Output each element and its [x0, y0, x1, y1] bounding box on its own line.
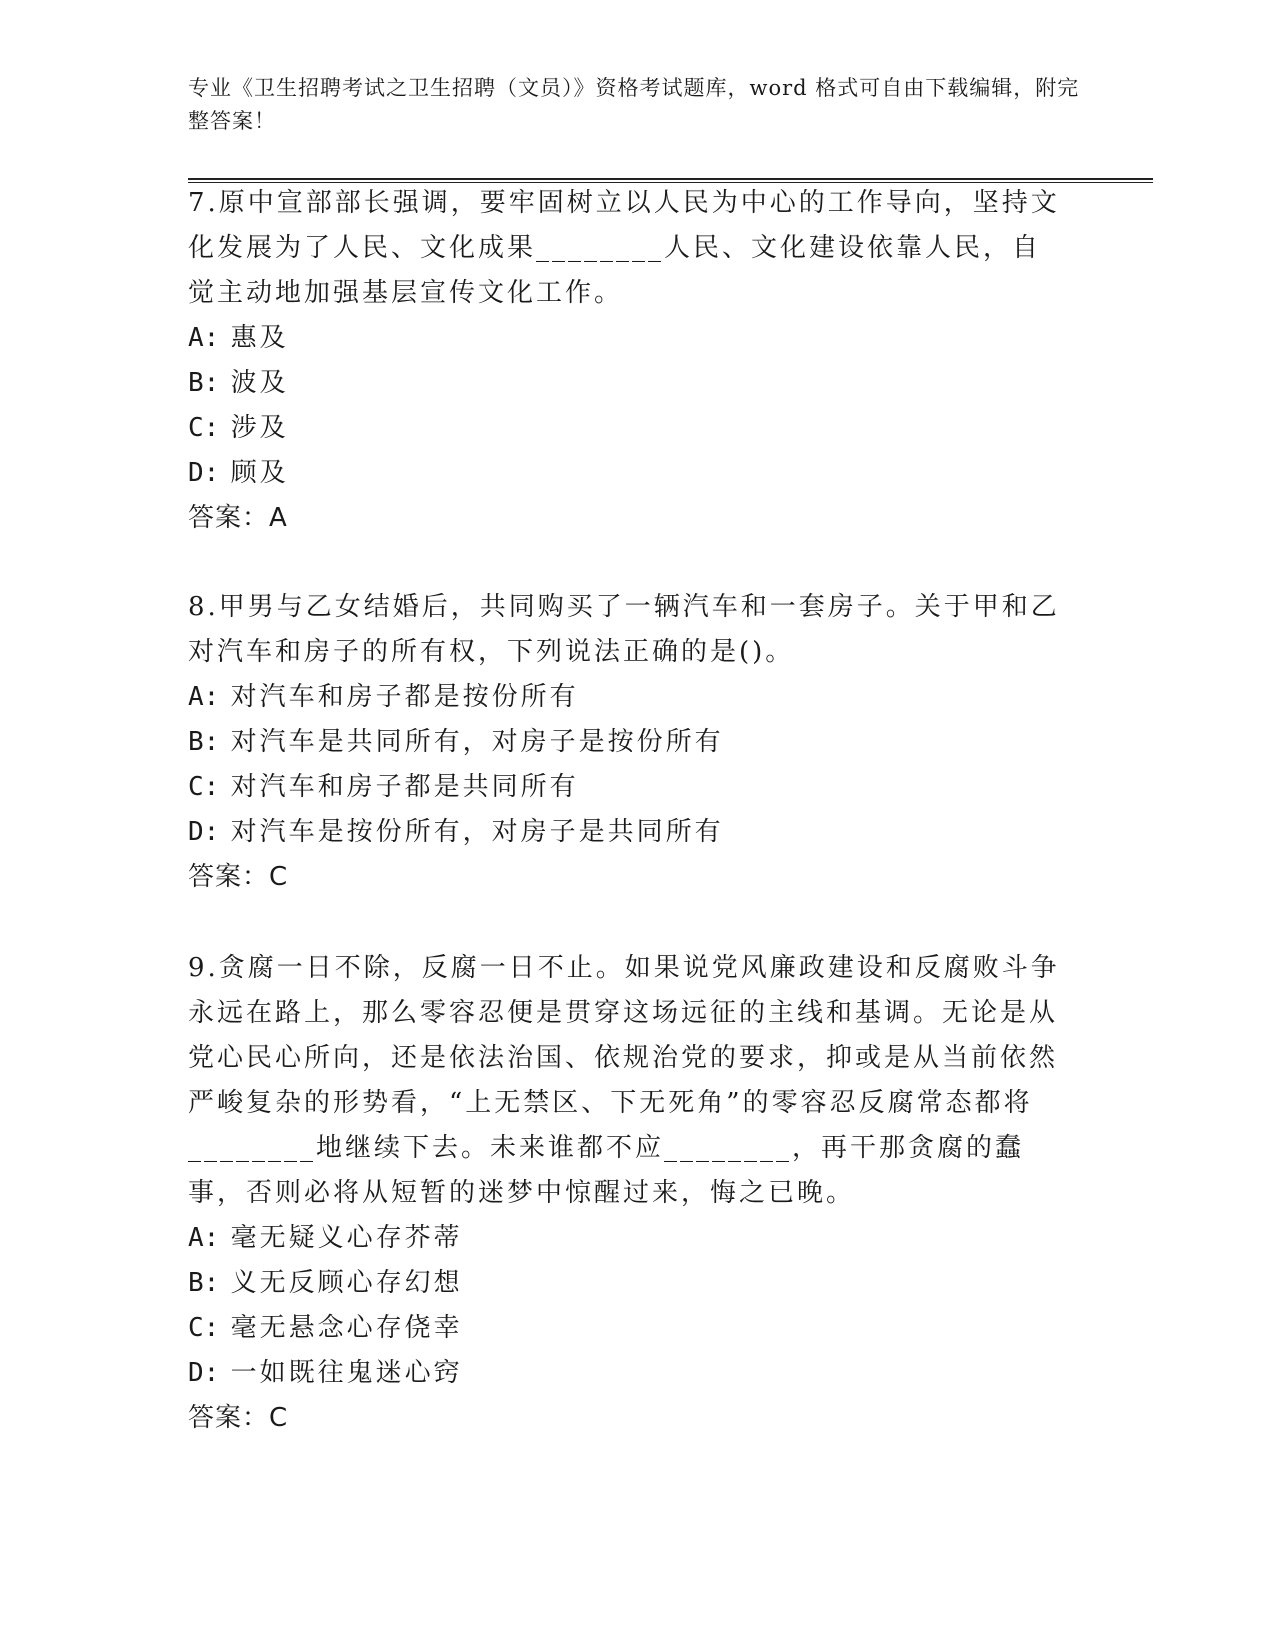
document-header: 专业《卫生招聘考试之卫生招聘（文员）》资格考试题库，word 格式可自由下载编辑，附完整答案！ — [188, 76, 1080, 133]
question-text: 9.贪腐一日不除，反腐一日不止。如果说党风廉政建设和反腐败斗争永远在路上，那么零容忍便是贯穿这场远征的主线和基调。无论是从党心民心所向，还是依法治国、依规治党的要求，抑或是从当前依然严峻复杂的形势看，“上无禁区、下无死角”的零容忍反腐常态都将________地继续下去。未来谁都不应________，再干那贪腐的蠢事，否则必将从短暂的迷梦中惊醒过来，悔之已晚。 — [188, 953, 1060, 1208]
option-b — [188, 720, 1068, 765]
question-7 — [188, 181, 1068, 541]
option-text: 毫无疑义心存芥蒂 — [230, 1223, 463, 1253]
question-8 — [188, 585, 1068, 900]
answer-label: 答案：C — [188, 1403, 289, 1433]
option-text: 对汽车是共同所有，对房子是按份所有 — [230, 727, 724, 757]
option-letter: C: — [188, 772, 220, 802]
option-letter: A: — [188, 1223, 220, 1253]
option-letter: C: — [188, 1313, 220, 1343]
option-letter: C: — [188, 413, 220, 443]
question-9 — [188, 946, 1068, 1441]
option-c — [188, 1306, 1068, 1351]
question-text: 8.甲男与乙女结婚后，共同购买了一辆汽车和一套房子。关于甲和乙对汽车和房子的所有权，下列说法正确的是()。 — [188, 592, 1060, 667]
option-letter: D: — [188, 817, 220, 847]
option-text: 惠及 — [230, 323, 289, 353]
answer-label: 答案：C — [188, 862, 289, 892]
option-letter: D: — [188, 1358, 220, 1388]
option-letter: B: — [188, 727, 220, 757]
option-d — [188, 810, 1068, 855]
option-text: 波及 — [230, 368, 289, 398]
option-a — [188, 675, 1068, 720]
option-d — [188, 451, 1068, 496]
option-b — [188, 361, 1068, 406]
option-text: 义无反顾心存幻想 — [230, 1268, 463, 1298]
question-text: 7.原中宣部部长强调，要牢固树立以人民为中心的工作导向，坚持文化发展为了人民、文化成果________人民、文化建设依靠人民，自觉主动地加强基层宣传文化工作。 — [188, 188, 1060, 308]
option-a — [188, 316, 1068, 361]
option-letter: A: — [188, 323, 220, 353]
option-text: 对汽车是按份所有，对房子是共同所有 — [230, 817, 724, 847]
option-d — [188, 1351, 1068, 1396]
option-c — [188, 406, 1068, 451]
option-letter: B: — [188, 368, 220, 398]
option-text: 顾及 — [230, 458, 289, 488]
option-letter: D: — [188, 458, 220, 488]
option-text: 涉及 — [230, 413, 289, 443]
answer-label: 答案：A — [188, 503, 288, 533]
option-text: 对汽车和房子都是按份所有 — [230, 682, 579, 712]
option-letter: A: — [188, 682, 220, 712]
option-text: 对汽车和房子都是共同所有 — [230, 772, 579, 802]
option-text: 一如既往鬼迷心窍 — [230, 1358, 463, 1388]
option-c — [188, 765, 1068, 810]
option-a — [188, 1216, 1068, 1261]
option-text: 毫无悬念心存侥幸 — [230, 1313, 463, 1343]
option-letter: B: — [188, 1268, 220, 1298]
option-b — [188, 1261, 1068, 1306]
